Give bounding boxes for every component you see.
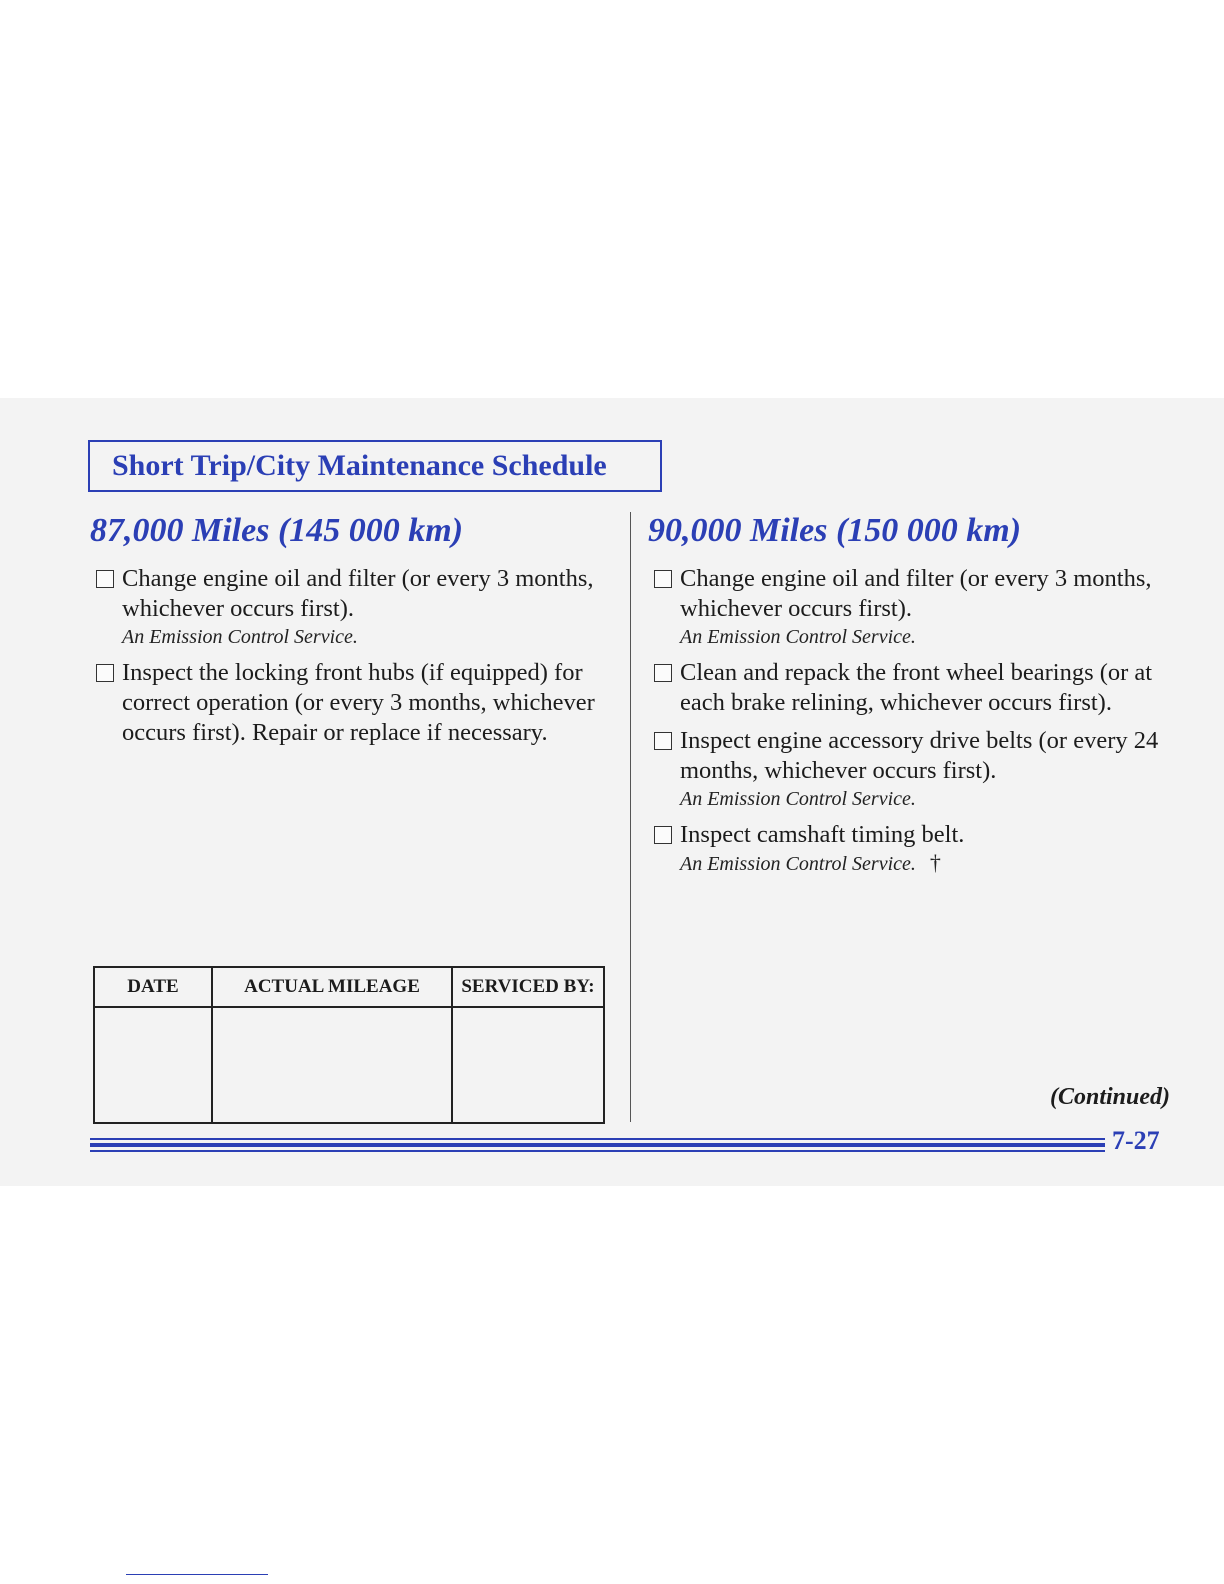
- emission-note: An Emission Control Service.: [680, 626, 916, 648]
- section-title: Short Trip/City Maintenance Schedule: [112, 449, 607, 482]
- interval-heading-87000: 87,000 Miles (145 000 km): [90, 512, 464, 549]
- task-item: [648, 658, 1168, 718]
- task-checkbox[interactable]: [654, 826, 672, 844]
- task-item: [648, 564, 1168, 650]
- service-record-table: [93, 966, 605, 1124]
- bottom-rule: [126, 1574, 268, 1575]
- date-entry-cell[interactable]: [94, 1007, 212, 1123]
- serviced-by-entry-cell[interactable]: [452, 1007, 604, 1123]
- task-text: Inspect the locking front hubs (if equipped) for correct operation (or every 3 months, whichever occurs first). Repair or replace if necessary.: [122, 659, 595, 746]
- task-item: [648, 726, 1168, 812]
- table-header-row: [94, 967, 604, 1007]
- footer-rule: [90, 1143, 1105, 1147]
- table-row: [94, 1007, 604, 1123]
- task-text: Change engine oil and filter (or every 3 months, whichever occurs first).: [122, 565, 594, 622]
- footer-rule: [90, 1150, 1105, 1152]
- emission-note: An Emission Control Service.: [680, 788, 916, 810]
- task-text: Clean and repack the front wheel bearings (or at each brake relining, whichever occurs first).: [680, 659, 1153, 716]
- task-checkbox[interactable]: [654, 570, 672, 588]
- page-number: 7-27: [1112, 1126, 1160, 1155]
- task-item: [90, 564, 615, 650]
- emission-note-text: An Emission Control Service.: [680, 853, 916, 875]
- continued-label: (Continued): [1049, 1084, 1170, 1110]
- task-checkbox[interactable]: [96, 664, 114, 682]
- section-banner: [88, 440, 662, 492]
- emission-note: [680, 850, 1168, 877]
- task-text: Inspect engine accessory drive belts (or every 24 months, whichever occurs first).: [680, 727, 1159, 784]
- column-divider: [630, 512, 631, 1122]
- footer-rule: [90, 1138, 1105, 1140]
- mileage-entry-cell[interactable]: [212, 1007, 452, 1123]
- task-text: Inspect camshaft timing belt.: [680, 821, 965, 848]
- task-item: [648, 820, 1168, 877]
- task-checkbox[interactable]: [96, 570, 114, 588]
- task-checkbox[interactable]: [654, 732, 672, 750]
- date-column-header: DATE: [94, 967, 212, 1007]
- dagger-mark: †: [929, 850, 941, 875]
- mileage-column-header: ACTUAL MILEAGE: [212, 967, 452, 1007]
- serviced-by-column-header: SERVICED BY:: [452, 967, 604, 1007]
- interval-87000-column: [90, 508, 615, 756]
- task-checkbox[interactable]: [654, 664, 672, 682]
- interval-heading-90000: 90,000 Miles (150 000 km): [648, 512, 1022, 549]
- interval-90000-column: [648, 508, 1168, 885]
- task-item: [90, 658, 615, 748]
- task-text: Change engine oil and filter (or every 3 months, whichever occurs first).: [680, 565, 1152, 622]
- emission-note: An Emission Control Service.: [122, 626, 358, 648]
